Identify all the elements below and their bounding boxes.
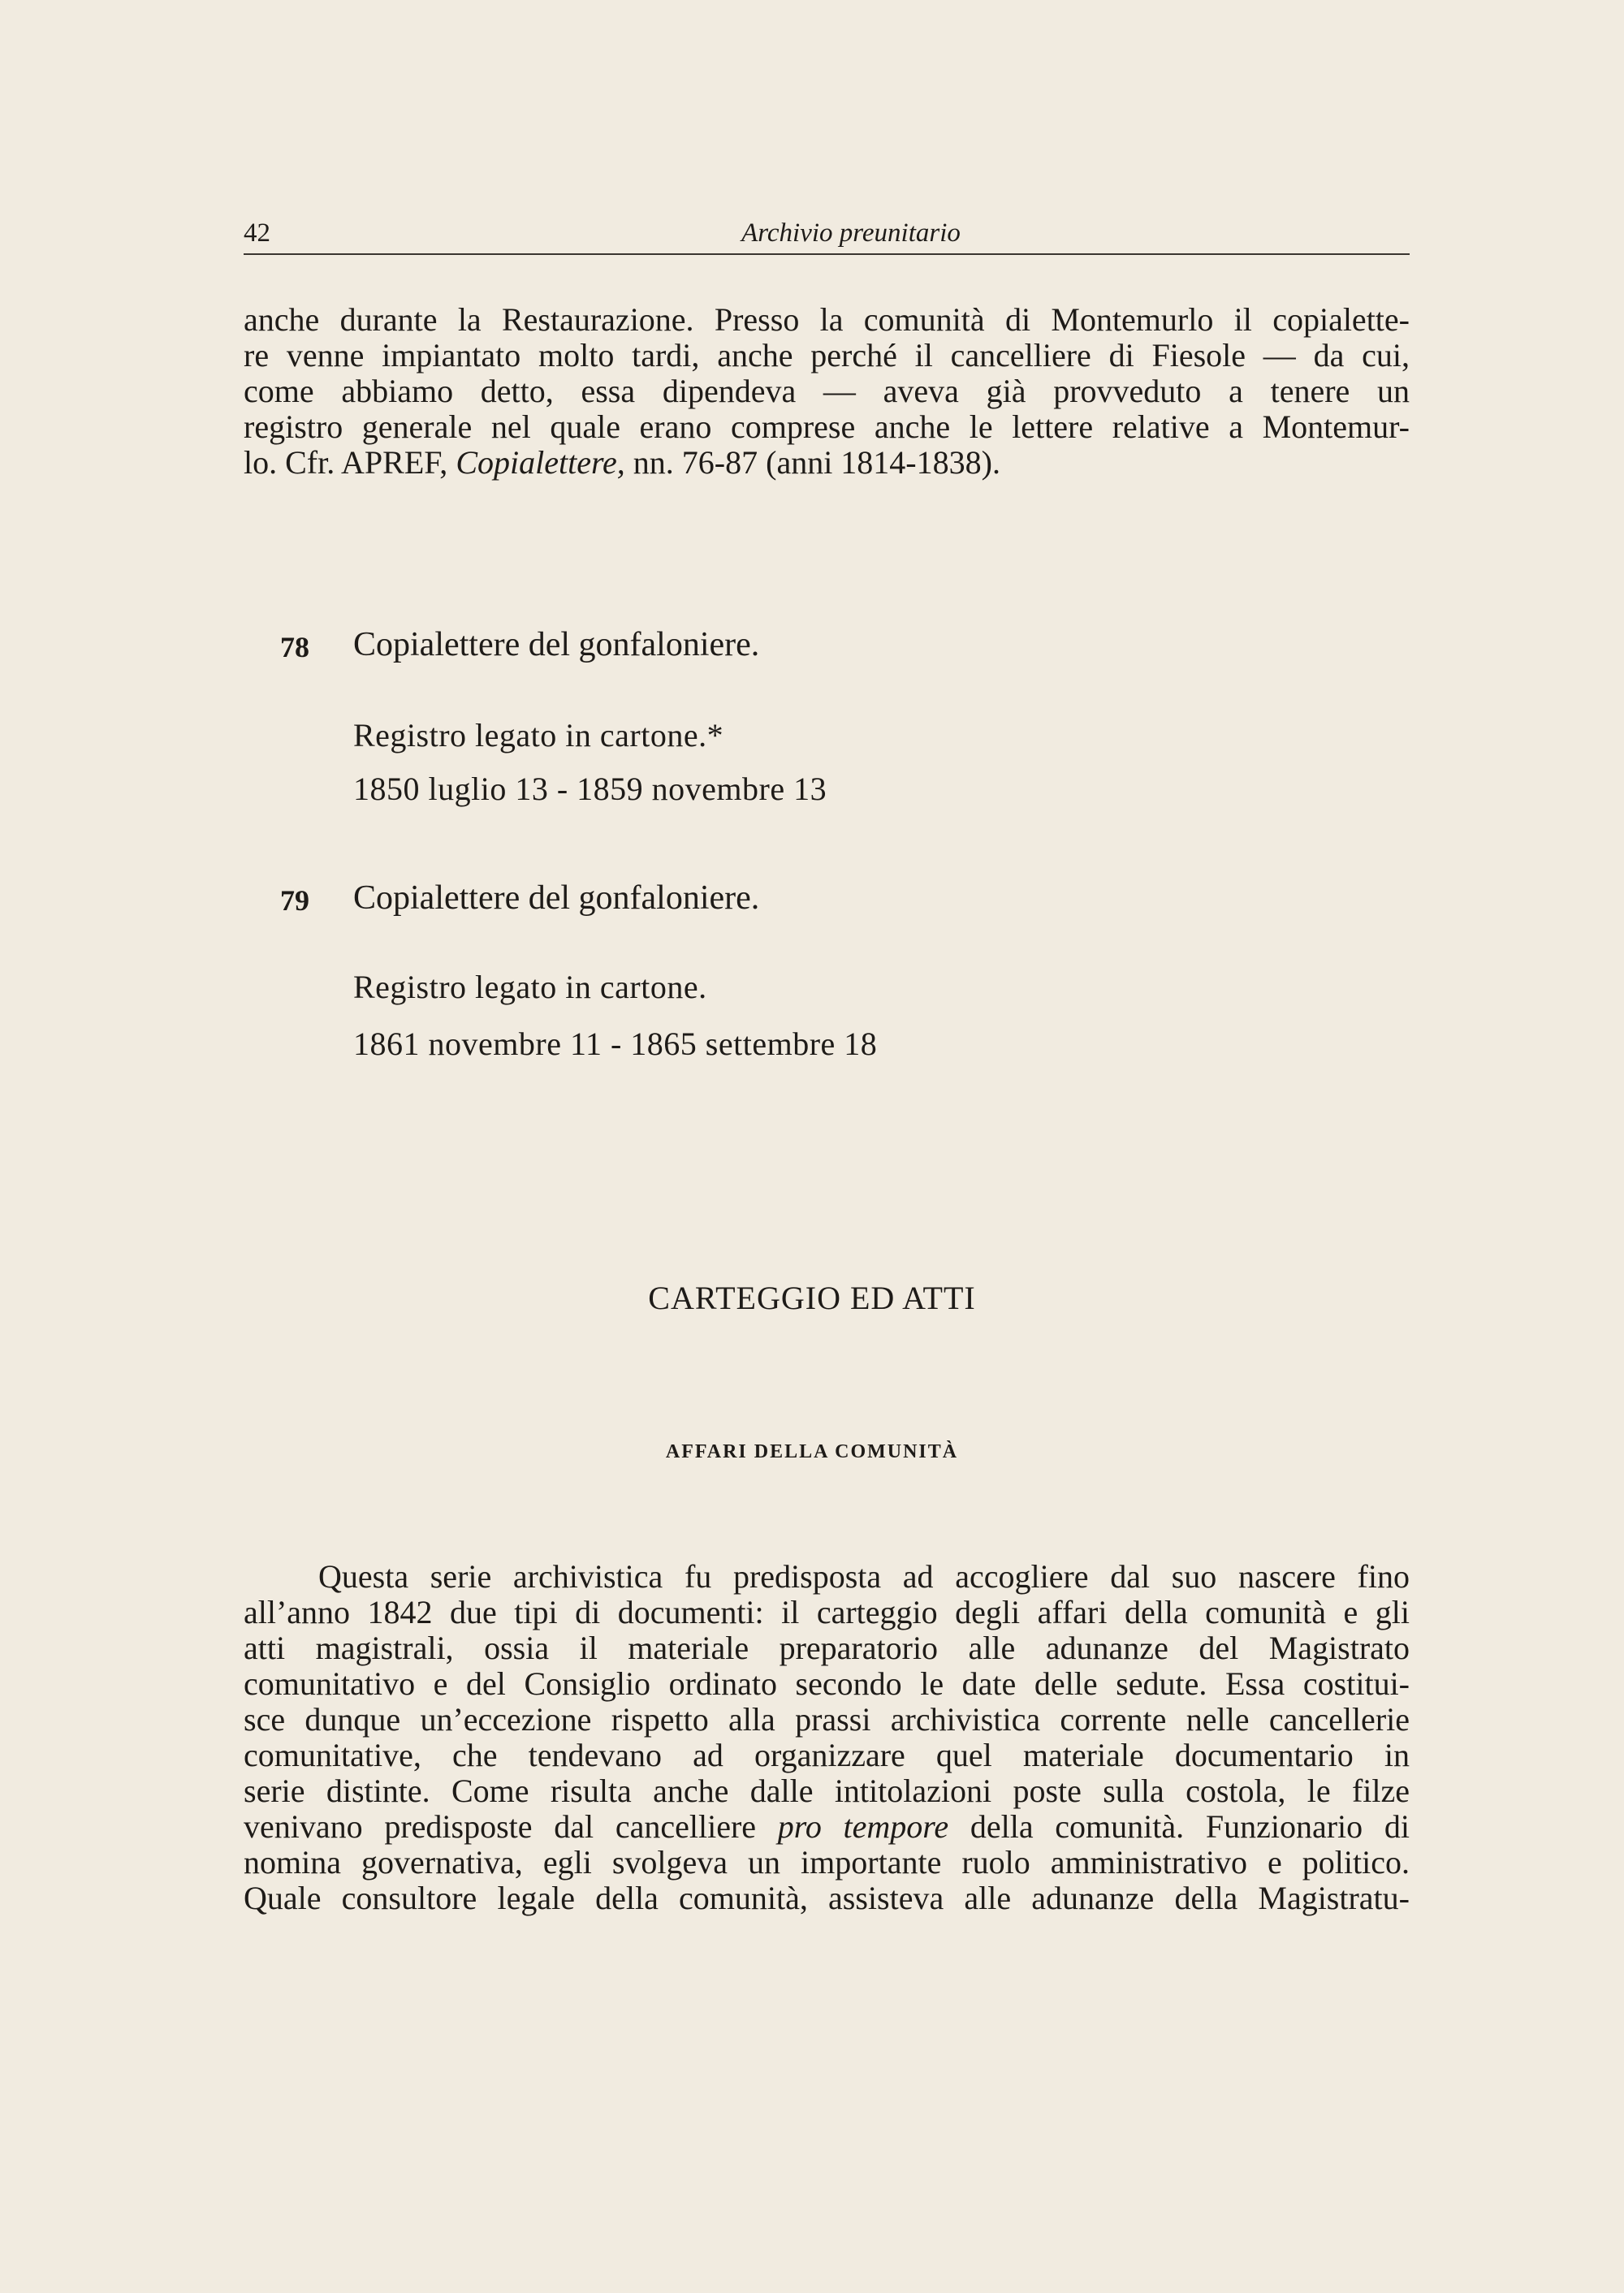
entry-description: Registro legato in cartone. bbox=[353, 969, 707, 1005]
running-title: Archivio preunitario bbox=[741, 218, 961, 248]
intro-line: anche durante la Restaurazione. Presso la comunità di Montemurlo il copialette- bbox=[244, 301, 1410, 338]
running-header bbox=[244, 213, 1410, 255]
body-line: comunitativo e del Consiglio ordinato secondo le date delle sedute. Essa costitui- bbox=[244, 1665, 1410, 1702]
body-line: comunitative, che tendevano ad organizzare quel materiale documentario in bbox=[244, 1737, 1410, 1773]
body-line: sce dunque un’eccezione rispetto alla prassi archivistica corrente nelle cancellerie bbox=[244, 1701, 1410, 1738]
entry-number: 78 bbox=[280, 631, 309, 663]
body-line: serie distinte. Come risulta anche dalle intitolazioni poste sulla costola, le filze bbox=[244, 1773, 1410, 1809]
body-paragraph bbox=[244, 1559, 1410, 1916]
entry-dates: 1850 luglio 13 - 1859 novembre 13 bbox=[353, 771, 827, 807]
entry-title: Copialettere del gonfaloniere. bbox=[353, 879, 760, 917]
intro-line-last bbox=[244, 445, 1410, 481]
entry-description: Registro legato in cartone.* bbox=[353, 717, 724, 754]
body-italic-term: pro tempore bbox=[777, 1808, 949, 1845]
intro-line-tail: nn. 76-87 (anni 1814-1838). bbox=[624, 444, 1000, 481]
entry-dates: 1861 novembre 11 - 1865 settembre 18 bbox=[353, 1026, 878, 1062]
intro-paragraph bbox=[244, 302, 1410, 481]
section-title: CARTEGGIO ED ATTI bbox=[648, 1280, 976, 1316]
body-line: all’anno 1842 due tipi di documenti: il carteggio degli affari della comunità e gli bbox=[244, 1594, 1410, 1630]
body-line-end: della comunità. Funzionario di bbox=[970, 1808, 1410, 1845]
intro-line: re venne impiantato molto tardi, anche perché il cancelliere di Fiesole — da cui, bbox=[244, 337, 1410, 374]
body-line-start: venivano predisposte dal cancelliere bbox=[244, 1808, 757, 1845]
intro-line-start: lo. Cfr. APREF, bbox=[244, 444, 448, 481]
body-line-italic bbox=[244, 1809, 1410, 1845]
intro-italic-reference: Copialettere, bbox=[456, 444, 625, 481]
entry-title: Copialettere del gonfaloniere. bbox=[353, 626, 760, 663]
page-number: 42 bbox=[244, 218, 270, 248]
body-line: Quale consultore legale della comunità, assisteva alle adunanze della Magistratu- bbox=[244, 1880, 1410, 1916]
body-line: atti magistrali, ossia il materiale preparatorio alle adunanze del Magistrato bbox=[244, 1630, 1410, 1666]
body-line: nomina governativa, egli svolgeva un importante ruolo amministrativo e politico. bbox=[244, 1844, 1410, 1881]
entry-number: 79 bbox=[280, 884, 309, 917]
subsection-title: AFFARI DELLA COMUNITÀ bbox=[665, 1441, 959, 1462]
intro-line: come abbiamo detto, essa dipendeva — aveva già provveduto a tenere un bbox=[244, 373, 1410, 409]
body-line: Questa serie archivistica fu predisposta ad accogliere dal suo nascere fino bbox=[318, 1558, 1410, 1595]
intro-line: registro generale nel quale erano comprese anche le lettere relative a Montemur- bbox=[244, 408, 1410, 445]
